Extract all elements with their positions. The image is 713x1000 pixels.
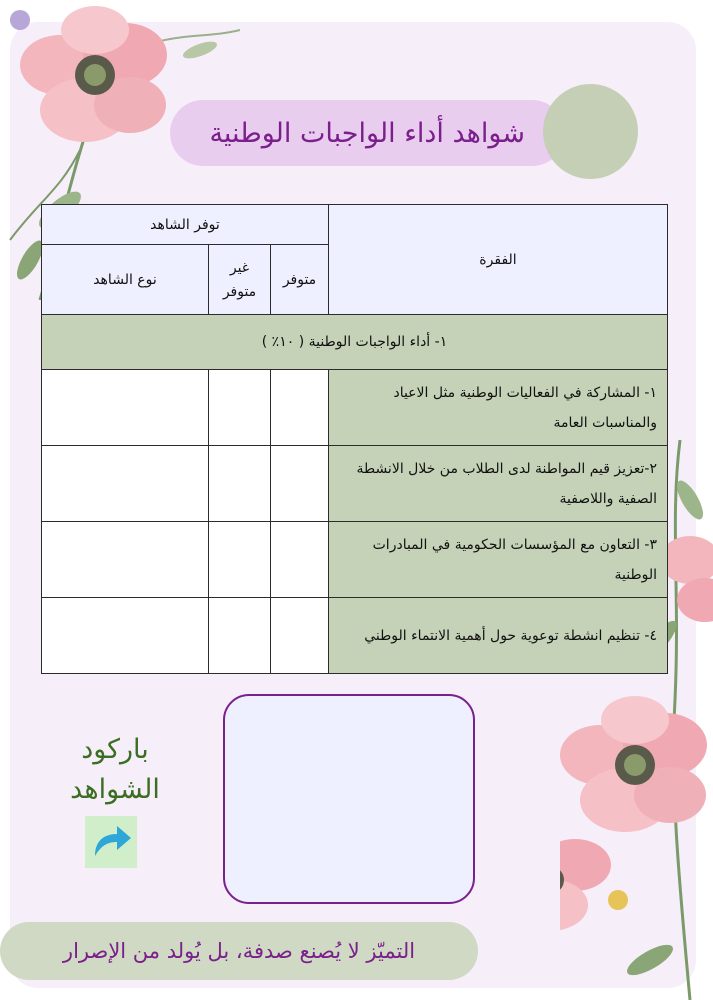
curved-arrow-icon [85,816,137,868]
unavailable-cell[interactable] [209,446,271,522]
title-banner [170,100,565,166]
row-item-text: ٢-تعزيز قيم المواطنة لدى الطلاب من خلال الانشطة الصفية واللاصفية [329,446,668,522]
evidence-type-cell[interactable] [42,446,209,522]
evidence-table [41,204,668,674]
available-cell[interactable] [271,446,329,522]
unavailable-cell[interactable] [209,598,271,674]
barcode-box [223,694,475,904]
barcode-label: باركود الشواهد [70,734,160,805]
header-evidence-type: نوع الشاهد [42,245,209,315]
table-row [42,522,668,598]
evidence-type-cell[interactable] [42,598,209,674]
unavailable-cell[interactable] [209,522,271,598]
available-cell[interactable] [271,370,329,446]
available-cell[interactable] [271,522,329,598]
page-title: شواهد أداء الواجبات الوطنية [209,117,525,149]
table-row [42,370,668,446]
row-item-text: ٤- تنظيم انشطة توعوية حول أهمية الانتماء الوطني [329,598,668,674]
evidence-type-cell[interactable] [42,522,209,598]
evidence-type-cell[interactable] [42,370,209,446]
section-row: ١- أداء الواجبات الوطنية ( ١٠٪ ) [42,315,668,370]
table-row [42,598,668,674]
header-item: الفقرة [329,205,668,315]
header-available: متوفر [271,245,329,315]
available-cell[interactable] [271,598,329,674]
row-item-text: ١- المشاركة في الفعاليات الوطنية مثل الاعياد والمناسبات العامة [329,370,668,446]
title-circle-decoration [543,84,638,179]
header-unavailable: غير متوفر [209,245,271,315]
footer-banner [0,922,478,980]
footer-quote: التميّز لا يُصنع صدفة، بل يُولد من الإصرار [62,939,416,963]
header-availability: توفر الشاهد [42,205,329,245]
unavailable-cell[interactable] [209,370,271,446]
row-item-text: ٣- التعاون مع المؤسسات الحكومية في المبادرات الوطنية [329,522,668,598]
table-row [42,446,668,522]
